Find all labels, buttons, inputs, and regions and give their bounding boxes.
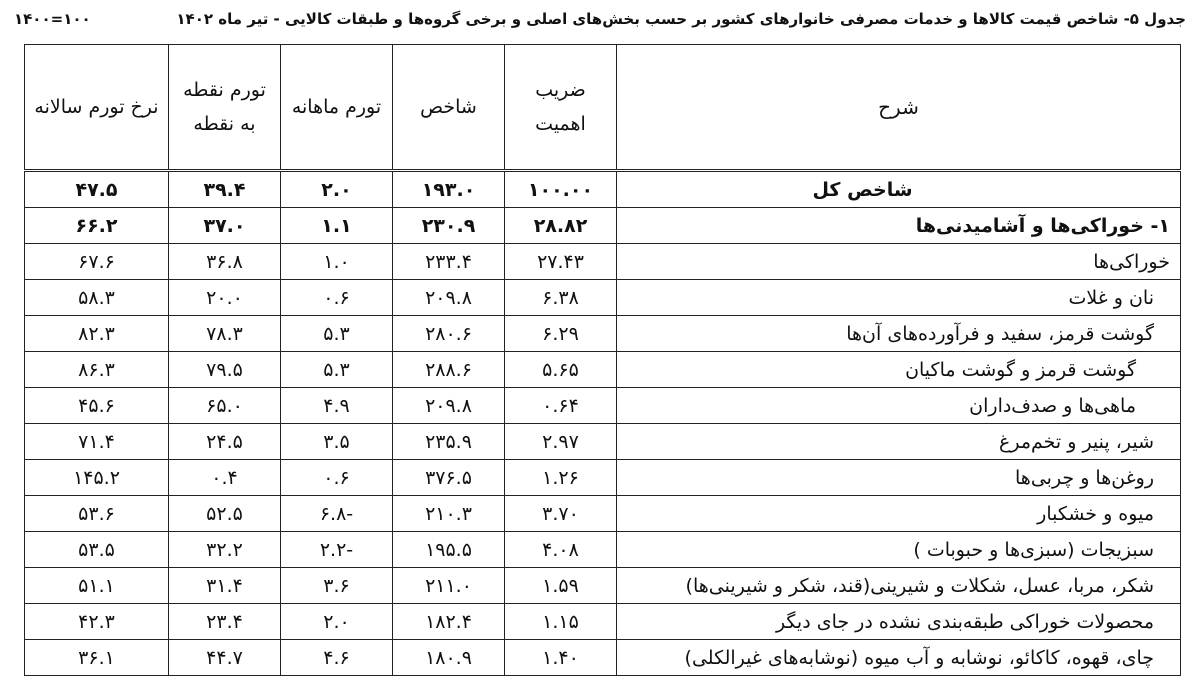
row-weight: ۱.۱۵ <box>505 604 617 640</box>
row-monthly: ۲.۰ <box>281 171 393 208</box>
col-header-p2p-line2: به نقطه <box>193 113 256 135</box>
row-p2p: ۳۶.۸ <box>169 244 281 280</box>
row-monthly: ۳.۵ <box>281 424 393 460</box>
table-row <box>25 316 1181 352</box>
row-monthly: ۲.۰ <box>281 604 393 640</box>
row-index: ۳۷۶.۵ <box>393 460 505 496</box>
table-header <box>25 45 1181 171</box>
row-description: نان و غلات <box>617 280 1181 316</box>
row-weight: ۱.۴۰ <box>505 640 617 676</box>
row-annual: ۷۱.۴ <box>25 424 169 460</box>
table-row <box>25 568 1181 604</box>
col-header-index <box>393 45 505 171</box>
cpi-table <box>24 44 1181 676</box>
row-monthly: ۰.۶ <box>281 460 393 496</box>
row-description: ۱- خوراکی‌ها و آشامیدنی‌ها <box>617 208 1181 244</box>
row-description: شیر، پنیر و تخم‌مرغ <box>617 424 1181 460</box>
row-p2p: ۲۳.۴ <box>169 604 281 640</box>
row-description: گوشت قرمز، سفید و فرآورده‌های آن‌ها <box>617 316 1181 352</box>
row-description: شاخص کل <box>617 171 1181 208</box>
table-body <box>25 171 1181 676</box>
col-header-p2p-line1: تورم نقطه <box>183 79 266 101</box>
row-index: ۱۹۳.۰ <box>393 171 505 208</box>
row-p2p: ۴۴.۷ <box>169 640 281 676</box>
col-header-weight <box>505 45 617 171</box>
row-index: ۲۸۰.۶ <box>393 316 505 352</box>
row-weight: ۶.۲۹ <box>505 316 617 352</box>
col-header-weight-line2: اهمیت <box>535 113 586 135</box>
row-monthly: ۴.۶ <box>281 640 393 676</box>
table-row <box>25 244 1181 280</box>
row-index: ۲۰۹.۸ <box>393 388 505 424</box>
row-monthly: ۵.۳ <box>281 352 393 388</box>
row-p2p: ۵۲.۵ <box>169 496 281 532</box>
table-row <box>25 460 1181 496</box>
col-header-monthly <box>281 45 393 171</box>
row-annual: ۶۷.۶ <box>25 244 169 280</box>
row-annual: ۵۸.۳ <box>25 280 169 316</box>
table-row <box>25 640 1181 676</box>
row-annual: ۸۲.۳ <box>25 316 169 352</box>
row-monthly: ۳.۶ <box>281 568 393 604</box>
row-index: ۲۸۸.۶ <box>393 352 505 388</box>
row-description: گوشت قرمز و گوشت ماکیان <box>617 352 1181 388</box>
row-index: ۲۱۱.۰ <box>393 568 505 604</box>
table-row <box>25 532 1181 568</box>
row-description: محصولات خوراکی طبقه‌بندی نشده در جای دیگر <box>617 604 1181 640</box>
base-year-label: ۱۴۰۰=۱۰۰ <box>14 10 91 28</box>
col-header-point-to-point <box>169 45 281 171</box>
row-annual: ۸۶.۳ <box>25 352 169 388</box>
row-annual: ۱۴۵.۲ <box>25 460 169 496</box>
row-weight: ۲.۹۷ <box>505 424 617 460</box>
table-row <box>25 496 1181 532</box>
row-p2p: ۲۴.۵ <box>169 424 281 460</box>
table-row <box>25 424 1181 460</box>
row-weight: ۲۷.۴۳ <box>505 244 617 280</box>
row-annual: ۵۳.۵ <box>25 532 169 568</box>
row-monthly: ۱.۰ <box>281 244 393 280</box>
row-description: شکر، مربا، عسل، شکلات و شیرینی(قند، شکر و شیرینی‌ها) <box>617 568 1181 604</box>
row-description: سبزیجات (سبزی‌ها و حبوبات ) <box>617 532 1181 568</box>
col-header-description-label: شرح <box>878 95 919 119</box>
row-index: ۲۳۰.۹ <box>393 208 505 244</box>
row-annual: ۴۵.۶ <box>25 388 169 424</box>
row-p2p: ۷۸.۳ <box>169 316 281 352</box>
row-weight: ۳.۷۰ <box>505 496 617 532</box>
row-annual: ۴۷.۵ <box>25 171 169 208</box>
row-description: خوراکی‌ها <box>617 244 1181 280</box>
table-row <box>25 280 1181 316</box>
row-annual: ۴۲.۳ <box>25 604 169 640</box>
row-weight: ۱۰۰.۰۰ <box>505 171 617 208</box>
row-annual: ۵۳.۶ <box>25 496 169 532</box>
header-row <box>25 45 1181 171</box>
col-header-index-label: شاخص <box>420 96 477 118</box>
row-index: ۲۳۳.۴ <box>393 244 505 280</box>
row-monthly: ۵.۳ <box>281 316 393 352</box>
row-weight: ۱.۵۹ <box>505 568 617 604</box>
row-p2p: ۳۲.۲ <box>169 532 281 568</box>
row-description: میوه و خشکبار <box>617 496 1181 532</box>
row-p2p: ۲۰.۰ <box>169 280 281 316</box>
row-annual: ۵۱.۱ <box>25 568 169 604</box>
table-row-total <box>25 171 1181 208</box>
row-index: ۱۸۰.۹ <box>393 640 505 676</box>
col-header-weight-line1: ضریب <box>535 79 586 101</box>
table-title: جدول ۵- شاخص قیمت کالاها و خدمات مصرفی خانوارهای کشور بر حسب بخش‌های اصلی و برخی گروه‌ها و طبقات کالایی - تیر ماه ۱۴۰۲ <box>176 10 1186 28</box>
row-index: ۲۱۰.۳ <box>393 496 505 532</box>
row-annual: ۶۶.۲ <box>25 208 169 244</box>
table-caption <box>0 0 1200 40</box>
row-description: چای، قهوه، کاکائو، نوشابه و آب میوه (نوشابه‌های غیرالکلی) <box>617 640 1181 676</box>
row-p2p: ۳۹.۴ <box>169 171 281 208</box>
row-index: ۱۹۵.۵ <box>393 532 505 568</box>
row-annual: ۳۶.۱ <box>25 640 169 676</box>
row-index: ۱۸۲.۴ <box>393 604 505 640</box>
row-monthly: ۱.۱ <box>281 208 393 244</box>
row-monthly: ۰.۶ <box>281 280 393 316</box>
row-index: ۲۳۵.۹ <box>393 424 505 460</box>
row-monthly: -۶.۸ <box>281 496 393 532</box>
row-description: روغن‌ها و چربی‌ها <box>617 460 1181 496</box>
row-weight: ۰.۶۴ <box>505 388 617 424</box>
table-row <box>25 352 1181 388</box>
table-row <box>25 388 1181 424</box>
col-header-annual <box>25 45 169 171</box>
row-index: ۲۰۹.۸ <box>393 280 505 316</box>
row-p2p: ۷۹.۵ <box>169 352 281 388</box>
row-weight: ۲۸.۸۲ <box>505 208 617 244</box>
row-weight: ۱.۲۶ <box>505 460 617 496</box>
row-p2p: ۶۵.۰ <box>169 388 281 424</box>
row-monthly: ۴.۹ <box>281 388 393 424</box>
row-description: ماهی‌ها و صدف‌داران <box>617 388 1181 424</box>
col-header-annual-label: نرخ تورم سالانه <box>34 96 159 118</box>
table-row <box>25 208 1181 244</box>
row-monthly: -۲.۲ <box>281 532 393 568</box>
col-header-monthly-label: تورم ماهانه <box>291 96 382 118</box>
row-weight: ۶.۳۸ <box>505 280 617 316</box>
row-weight: ۴.۰۸ <box>505 532 617 568</box>
cpi-table-container <box>24 44 1180 676</box>
row-p2p: ۰.۴ <box>169 460 281 496</box>
row-p2p: ۳۱.۴ <box>169 568 281 604</box>
table-row <box>25 604 1181 640</box>
col-header-description <box>617 45 1181 171</box>
row-weight: ۵.۶۵ <box>505 352 617 388</box>
row-p2p: ۳۷.۰ <box>169 208 281 244</box>
